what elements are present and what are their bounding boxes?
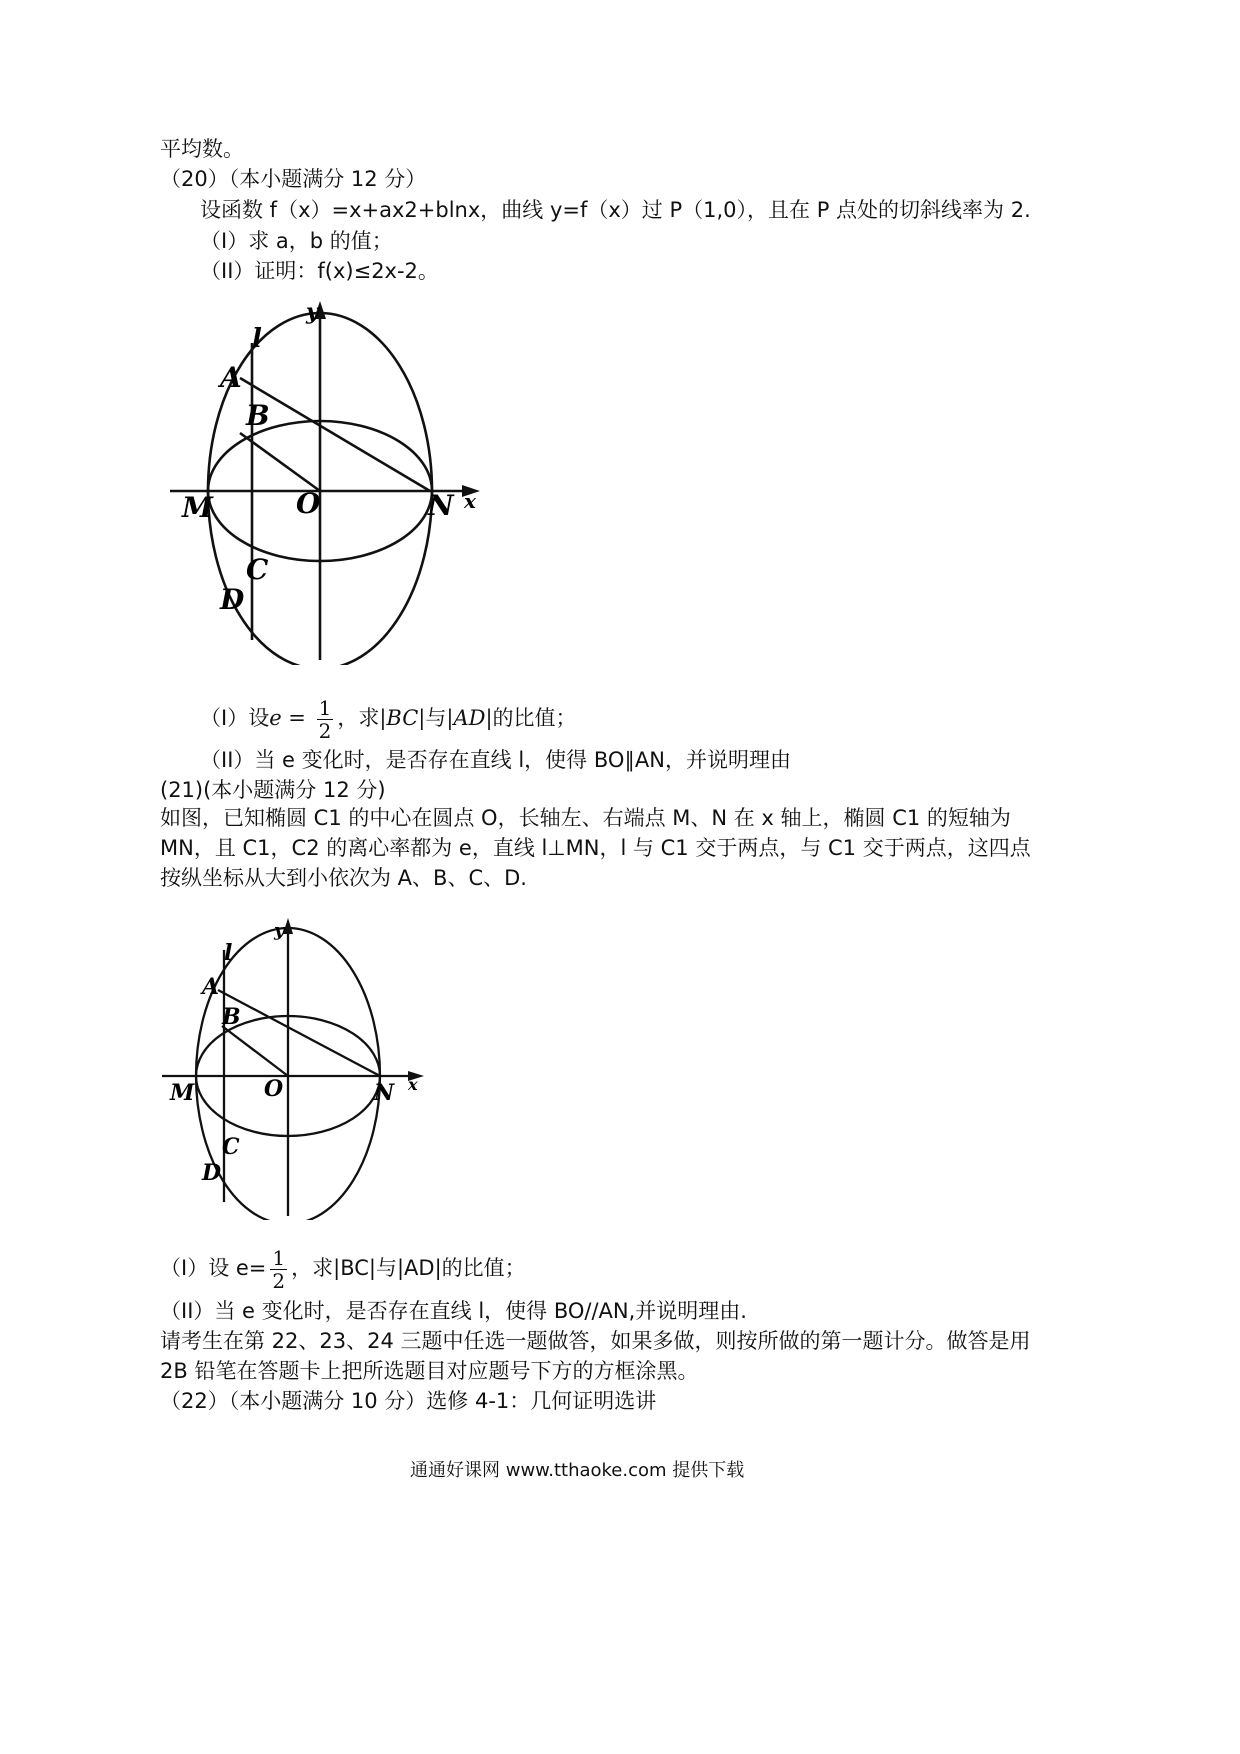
line-avg: 平均数。 (160, 137, 244, 161)
label-N: N (428, 489, 454, 522)
page-footer: 通通好课网 www.tthaoke.com 提供下载 (410, 1460, 745, 1481)
q20-header: （20）（本小题满分 12 分） (160, 167, 427, 191)
ellipse-figure-1 (160, 295, 500, 665)
fig1-part1: （I）设e = $\frac{1}{2}$ ，求|BC|与|AD|的比值； (200, 695, 577, 743)
q22-header: （22）（本小题满分 10 分）选修 4-1：几何证明选讲 (160, 1389, 657, 1413)
fraction-one-half-2: $\frac{1}{2}$ (272, 1245, 286, 1293)
label-M: M (170, 1080, 195, 1106)
label-x: x (464, 489, 476, 513)
label-B: B (246, 399, 270, 432)
q21-part1: （I）设 e= $\frac{1}{2}$ ，求|BC|与|AD|的比值； (160, 1245, 526, 1293)
segment-AN (218, 990, 380, 1076)
label-D: D (220, 583, 245, 616)
label-y: y (306, 299, 319, 325)
note-line2: 2B 铅笔在答题卡上把所选题目对应题号下方的方框涂黑。 (160, 1359, 699, 1383)
label-C: C (246, 553, 269, 586)
q21-part2: （II）当 e 变化时，是否存在直线 l，使得 BO//AN,并说明理由. (160, 1299, 747, 1323)
q20-part1: （I）求 a，b 的值； (200, 229, 393, 253)
q20-part2: （II）证明：f(x)≤2x-2。 (200, 259, 439, 283)
q21-line2: MN，且 C1，C2 的离心率都为 e，直线 l⊥MN，l 与 C1 交于两点，与 C1 交于两点，这四点 (160, 836, 1031, 860)
ellipse-figure-2 (160, 910, 430, 1220)
label-N: N (374, 1080, 395, 1106)
label-x: x (408, 1075, 418, 1094)
q21-header: (21)(本小题满分 12 分) (160, 778, 386, 802)
q21-line1: 如图，已知椭圆 C1 的中心在圆点 O，长轴左、右端点 M、N 在 x 轴上，椭圆 C1 的短轴为 (160, 806, 1011, 830)
label-A: A (220, 361, 242, 394)
label-M: M (182, 491, 213, 524)
segment-BO (222, 1026, 288, 1076)
fig1-part2: （II）当 e 变化时，是否存在直线 l，使得 BO∥AN，并说明理由 (200, 748, 791, 772)
label-y: y (274, 920, 285, 941)
y-arrow (283, 918, 293, 934)
label-B: B (222, 1004, 241, 1030)
label-D: D (202, 1160, 222, 1186)
q20-stem: 设函数 f（x）=x+ax2+blnx，曲线 y=f（x）过 P（1,0），且在 P 点处的切斜线率为 2. (200, 198, 1031, 222)
label-A: A (202, 974, 220, 1000)
note-line1: 请考生在第 22、23、24 三题中任选一题做答，如果多做，则按所做的第一题计分。做答是用 (160, 1329, 1031, 1353)
segment-AN (240, 378, 430, 491)
label-O: O (296, 487, 321, 520)
q21-line3: 按纵坐标从大到小依次为 A、B、C、D. (160, 866, 527, 890)
label-C: C (222, 1134, 240, 1160)
fraction-one-half: $\frac{1}{2}$ (318, 695, 332, 743)
label-l: l (224, 940, 233, 966)
label-O: O (264, 1076, 284, 1102)
label-l: l (252, 324, 262, 354)
